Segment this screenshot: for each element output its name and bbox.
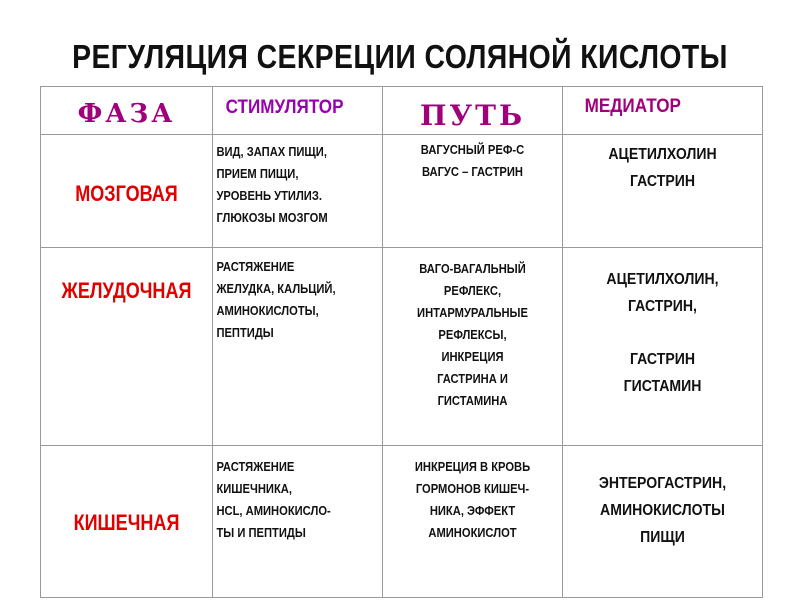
path-line: ИНКРЕЦИЯ: [441, 349, 504, 364]
path-line: ГИСТАМИНА: [437, 393, 508, 408]
phase-cell: [41, 446, 213, 598]
stimulator-line: ВИД, ЗАПАХ ПИЩИ,: [216, 144, 327, 159]
path-line: НИКА, ЭФФЕКТ: [429, 503, 516, 518]
path-cell: [383, 446, 563, 598]
mediator-line: АМИНОКИСЛОТЫ: [600, 502, 725, 519]
mediator-text-secondary: [575, 346, 750, 400]
header-mediator: МЕДИАТОР: [584, 96, 681, 117]
path-line: ИНКРЕЦИЯ В КРОВЬ: [414, 459, 531, 474]
phase-label: КИШЕЧНАЯ: [73, 510, 180, 535]
table-row: [41, 446, 763, 598]
path-cell: [383, 135, 563, 248]
stimulator-line: ПРИЕМ ПИЩИ,: [216, 166, 299, 181]
table-row: [41, 135, 763, 248]
regulation-table: [40, 86, 763, 598]
path-line: ВАГУС – ГАСТРИН: [421, 164, 523, 179]
mediator-line: АЦЕТИЛХОЛИН: [608, 146, 717, 163]
mediator-cell: [563, 135, 763, 248]
mediator-line: ГИСТАМИН: [623, 378, 702, 395]
path-text: [396, 456, 550, 544]
mediator-line: ГАСТРИН: [629, 351, 696, 368]
page-title: РЕГУЛЯЦИЯ СЕКРЕЦИИ СОЛЯНОЙ КИСЛОТЫ: [72, 38, 728, 75]
mediator-line: ГАСТРИН: [629, 173, 696, 190]
stimulator-line: УРОВЕНЬ УТИЛИЗ.: [216, 188, 322, 203]
mediator-line: ГАСТРИН,: [628, 298, 697, 315]
mediator-line: ЭНТЕРОГАСТРИН,: [598, 475, 727, 492]
mediator-text: [575, 266, 750, 320]
mediator-text: [575, 141, 750, 195]
header-cell-path: [383, 87, 563, 135]
stimulator-text: [213, 456, 358, 544]
stimulator-line: ПЕПТИДЫ: [216, 325, 274, 340]
header-cell-mediator: [563, 87, 763, 135]
table-row: [41, 248, 763, 446]
mediator-line: ПИЩИ: [640, 529, 685, 546]
header-cell-phase: [41, 87, 213, 135]
header-row: [41, 87, 763, 135]
stimulator-text: [213, 141, 358, 229]
mediator-line: АЦЕТИЛХОЛИН,: [606, 271, 719, 288]
stimulator-line: ЖЕЛУДКА, КАЛЬЦИЙ,: [216, 281, 336, 296]
stimulator-line: РАСТЯЖЕНИЕ: [216, 459, 295, 474]
header-phase: ФАЗА: [77, 99, 176, 129]
header-stimulator: СТИМУЛЯТОР: [225, 97, 344, 118]
phase-cell: [41, 135, 213, 248]
mediator-text: [575, 470, 750, 551]
stimulator-line: КИШЕЧНИКА,: [216, 481, 292, 496]
stimulator-cell: [213, 248, 383, 446]
stimulator-line: ГЛЮКОЗЫ МОЗГОМ: [216, 210, 328, 225]
path-text: [396, 139, 550, 183]
path-line: ГАСТРИНА И: [437, 371, 508, 386]
path-line: ВАГУСНЫЙ РЕФ-С: [420, 142, 525, 157]
stimulator-line: ТЫ И ПЕПТИДЫ: [216, 525, 306, 540]
path-line: РЕФЛЕКСЫ,: [438, 327, 507, 342]
stimulator-line: РАСТЯЖЕНИЕ: [216, 259, 295, 274]
path-text: [396, 258, 550, 412]
stimulator-cell: [213, 446, 383, 598]
mediator-cell: [563, 446, 763, 598]
phase-label: МОЗГОВАЯ: [75, 181, 178, 206]
phase-label: ЖЕЛУДОЧНАЯ: [61, 278, 192, 303]
header-path: ПУТЬ: [419, 99, 526, 132]
path-line: РЕФЛЕКС,: [443, 283, 502, 298]
path-cell: [383, 248, 563, 446]
stimulator-cell: [213, 135, 383, 248]
path-line: АМИНОКИСЛОТ: [428, 525, 517, 540]
path-line: ИНТАРМУРАЛЬНЫЕ: [417, 305, 528, 320]
stimulator-line: АМИНОКИСЛОТЫ,: [216, 303, 319, 318]
stimulator-text: [213, 256, 358, 344]
path-line: ВАГО-ВАГАЛЬНЫЙ: [419, 261, 526, 276]
header-cell-stimulator: [213, 87, 383, 135]
phase-cell: [41, 248, 213, 446]
mediator-cell: [563, 248, 763, 446]
stimulator-line: HCL, АМИНОКИСЛО-: [216, 503, 331, 518]
path-line: ГОРМОНОВ КИШЕЧ-: [415, 481, 530, 496]
